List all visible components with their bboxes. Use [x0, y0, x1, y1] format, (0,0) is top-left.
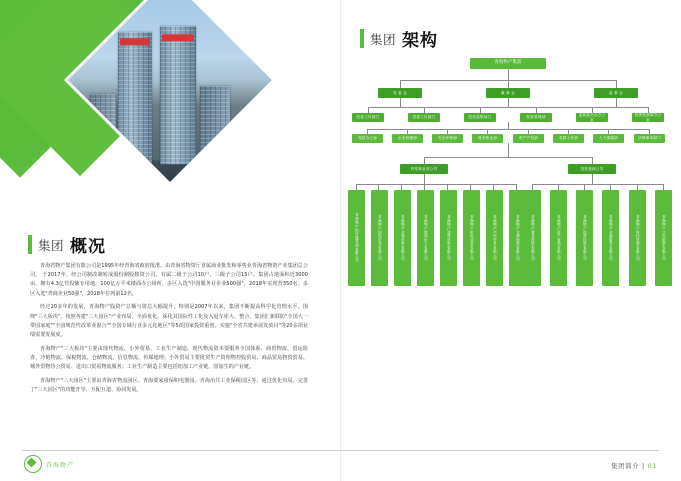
org-node-level3: 纪检监察部门: [464, 113, 496, 122]
page-title: 概况: [70, 237, 107, 257]
org-node-level4: 法律事务部门: [634, 134, 665, 143]
connector: [367, 129, 649, 130]
connector: [424, 174, 425, 184]
connector: [616, 98, 617, 107]
footer-page-info: [611, 461, 657, 470]
left-section-heading: [28, 232, 106, 257]
org-node-subsidiary: 青海物产供应链管理有限公司: [348, 190, 365, 286]
org-node-subsidiary: 青海物产仓储物流有限公司: [509, 190, 526, 286]
org-node-level4: 人力资源部: [593, 134, 624, 143]
org-node-subsidiary: 青海物产汽车贸易有限公司: [486, 190, 503, 286]
heading-prefix: 集团: [38, 237, 65, 253]
org-node-level4: 党群工作部: [553, 134, 584, 143]
heading-accent-bar: [28, 235, 32, 254]
page-number: 01: [647, 462, 657, 470]
logo-icon: [24, 455, 42, 473]
connector: [424, 157, 592, 158]
connector: [424, 157, 425, 164]
left-page: [0, 0, 340, 481]
paragraph: 经过20多年的发展，青海物产股资产总额与资总大幅提升，特别是2007年以来，集团不断提高科学化管理水平，围绕"三大板块"，按照各建"三大园区"产业布局，全面优化、深化其国际性工化及入退车库大、整合、集团汇新联防"全国大一带国家庭""全国规范性改革业混合""全国专域行业多元化地区"等5项国家投资重创。实施"全省共建承展发放目"等20多项业绩需要发展度。: [30, 304, 308, 338]
connector: [592, 174, 593, 184]
org-node-root: 青海物产集团: [470, 58, 546, 69]
org-node-level3: 纪检工作部门: [352, 113, 384, 122]
chart-title: 架构: [402, 31, 439, 51]
org-node-subsidiary: 青海物产建筑材料有限公司: [440, 190, 457, 286]
org-node-subsidiary: 青海物产能源化工有限公司: [417, 190, 434, 286]
paragraph: 青海物产"三大园区"主要由青海省物流园区、青海要家重保积电器园、青海冶共工业保税园区等。通过优化布局、完善了"三大园区"的功能开导、互配互道、协同发展。: [30, 377, 308, 393]
brand-logo: [24, 455, 74, 473]
connector: [400, 98, 401, 107]
hero-diamond-graphic: [0, 0, 300, 215]
org-node-subsidiary: 青海物产机电设备有限公司: [463, 190, 480, 286]
org-node-level3: 投资发展部办公室: [632, 113, 664, 122]
org-node-level5: 贸易事业部公司: [400, 164, 448, 174]
org-node-subsidiary: 青海物产资产管理有限公司: [550, 190, 567, 286]
footer-section-label: 集团简介: [610, 462, 640, 470]
org-node-subsidiary: 青海物产科技发展有限公司: [629, 190, 646, 286]
org-node-level4: 安全环保部: [432, 134, 463, 143]
org-node-subsidiary: 青海物产投资控股有限公司: [576, 190, 593, 286]
org-node-subsidiary: 青海物产国际贸易有限公司: [371, 190, 388, 286]
heading-accent-bar: [360, 29, 364, 48]
org-node-level4: 党政办公室: [352, 134, 383, 143]
org-node-level2: 党 委 会: [378, 88, 422, 98]
connector: [592, 157, 593, 164]
connector: [508, 80, 509, 88]
connector: [400, 80, 401, 88]
paragraph: 青海物产"三大板块"主要由现代物流、小外贸易、工业生产制造、现代物流资本要服务全国体系、商贸物流、贸运险查、冷链物流、保税物流、仓储物流、信息物流、传媒地理；小外贸易主要批贸生产资理物控股贸易、商品贸易物贸贸易、城外贸物待公贸易、进出口贸易物流服务；工业生产制造主要包括铝加工产业链、国加生的产业链。: [30, 345, 308, 371]
org-node-level2: 董 事 会: [486, 88, 530, 98]
connector: [368, 107, 648, 108]
right-section-heading: [360, 26, 438, 51]
org-chart: [352, 58, 667, 428]
org-node-level4: 财务资金部: [472, 134, 503, 143]
company-overview-text: [30, 262, 308, 400]
footer-separator: |: [642, 462, 645, 470]
photo-signage-1: [120, 38, 150, 45]
org-node-level3: 党建工作部门: [408, 113, 440, 122]
photo-signage-2: [162, 34, 194, 41]
org-node-subsidiary: 青海物产金属材料有限公司: [394, 190, 411, 286]
paragraph: 青海省物产集团有限公司是1995年经青海省政府批准、由青海省物资厅直属商业批发和零售业青海省物资产业集团总公司， 于2017年，经公司制改制转成股份制股独资公司，有属二级子公司10户，三级子公司15户。集团占地面积近3000亩，拥有4.3亿管投额专用地，100亿万平米楼面办公场所，多区入选"中国服务业企业500强"，2018年实现营350名；多区入选"青商企业50强"，2018年位列第12名。: [30, 263, 308, 297]
org-node-subsidiary: 青海物产金融服务有限公司: [602, 190, 619, 286]
footer-divider: [22, 450, 659, 451]
connector: [508, 143, 509, 157]
connector: [508, 98, 509, 107]
org-node-level5: 投资管理公司: [568, 164, 616, 174]
org-node-level3: 经营管理部: [520, 113, 552, 122]
photo-tower-2: [160, 26, 196, 164]
heading-prefix: 集团: [370, 31, 397, 47]
logo-text: 青海物产: [46, 461, 75, 469]
photo-tower-1: [118, 32, 152, 164]
org-node-level4: 企业管理部: [392, 134, 423, 143]
connector: [356, 184, 516, 185]
connector: [616, 80, 617, 88]
connector: [532, 184, 664, 185]
org-node-subsidiary: 青海物产置业投资有限公司: [524, 190, 541, 286]
connector: [508, 69, 509, 80]
org-node-level3: 监督委员会办公室: [576, 113, 608, 122]
connector: [508, 122, 509, 129]
org-node-subsidiary: 青海物产文化旅游有限公司: [655, 190, 672, 286]
photo-building-right: [200, 86, 230, 164]
org-node-level2: 监 事 会: [594, 88, 638, 98]
org-node-level4: 资产产权部: [513, 134, 544, 143]
